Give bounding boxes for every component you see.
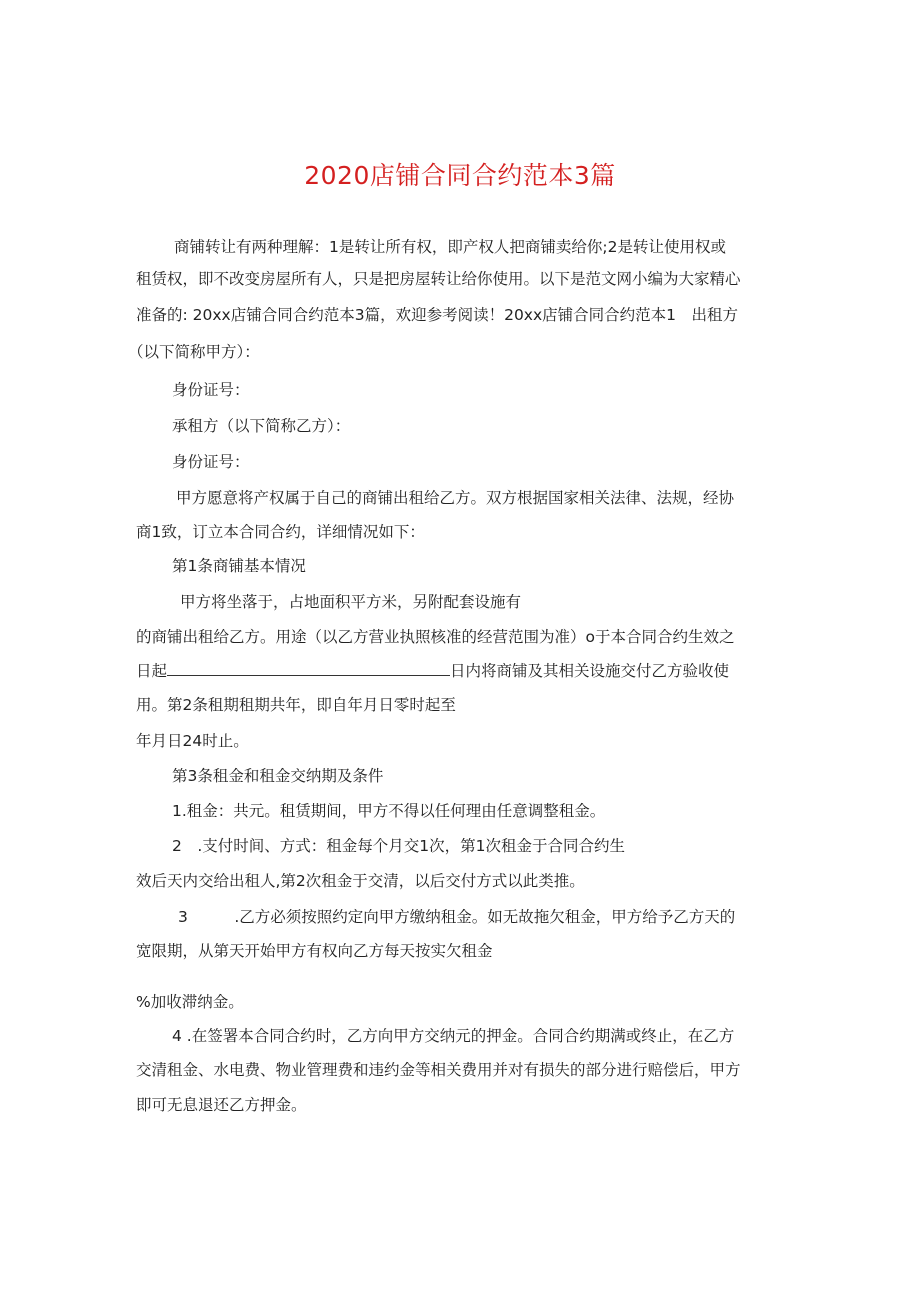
lessee-label: 承租方（以下简称乙方）： (172, 417, 351, 435)
paragraph-line: 效后天内交给出租人,第2次租金于交清，以后交付方式以此类推。 (136, 872, 585, 890)
paragraph-line: 准备的: 20xx店铺合同合约范本3篇，欢迎参考阅读！20xx店铺合同合约范本1 出租方 (136, 306, 739, 324)
paragraph-line: 商铺转让有两种理解：1是转让所有权，即产权人把商铺卖给你;2是转让使用权或 (174, 238, 726, 256)
paragraph-line: 交清租金、水电费、物业管理费和违约金等相关费用并对有损失的部分进行赔偿后，甲方 (136, 1061, 741, 1079)
paragraph-line (136, 661, 729, 681)
paragraph-line: （以下简称甲方）： (128, 343, 260, 361)
paragraph-line: 租赁权，即不改变房屋所有人，只是把房屋转让给你使用。以下是范文网小编为大家精心 (136, 270, 741, 288)
section-heading: 第1条商铺基本情况 (172, 557, 306, 575)
document-title: 2020店铺合同合约范本3篇 (304, 161, 616, 190)
paragraph-line: 用。第2条租期租期共年，即自年月日零时起至 (136, 696, 456, 714)
paragraph-line: 宽限期，从第天开始甲方有权向乙方每天按实欠租金 (136, 942, 493, 960)
fill-in-blank (167, 661, 450, 676)
line-end: 日内将商铺及其相关设施交付乙方验收使 (450, 662, 730, 680)
paragraph-line: 即可无息退还乙方押金。 (136, 1096, 307, 1114)
line-start: 日起 (136, 662, 168, 680)
paragraph-line: 1.租金：共元。租赁期间，甲方不得以任何理由任意调整租金。 (172, 802, 606, 820)
paragraph-line: 甲方将坐落于，占地面积平方米，另附配套设施有 (180, 593, 522, 611)
paragraph-line: 甲方愿意将产权属于自己的商铺出租给乙方。双方根据国家相关法律、法规，经协 (176, 489, 735, 507)
paragraph-line: 商1致，订立本合同合约，详细情况如下： (136, 523, 425, 541)
paragraph-line: %加收滞纳金。 (136, 993, 244, 1011)
section-heading: 第3条租金和租金交纳期及条件 (172, 767, 384, 785)
paragraph-line: 4 .在签署本合同合约时，乙方向甲方交纳元的押金。合同合约期满或终止，在乙方 (172, 1027, 735, 1045)
lessee-id-label: 身份证号： (172, 453, 250, 471)
paragraph-line: 年月日24时止。 (136, 732, 249, 750)
paragraph-line: 2 .支付时间、方式：租金每个月交1次，第1次租金于合同合约生 (172, 837, 626, 855)
paragraph-line: 3 .乙方必须按照约定向甲方缴纳租金。如无故拖欠租金，甲方给予乙方天的 (178, 908, 736, 926)
paragraph-line: 的商铺出租给乙方。用途（以乙方营业执照核准的经营范围为准）o于本合同合约生效之 (136, 628, 735, 646)
lessor-id-label: 身份证号： (172, 381, 250, 399)
